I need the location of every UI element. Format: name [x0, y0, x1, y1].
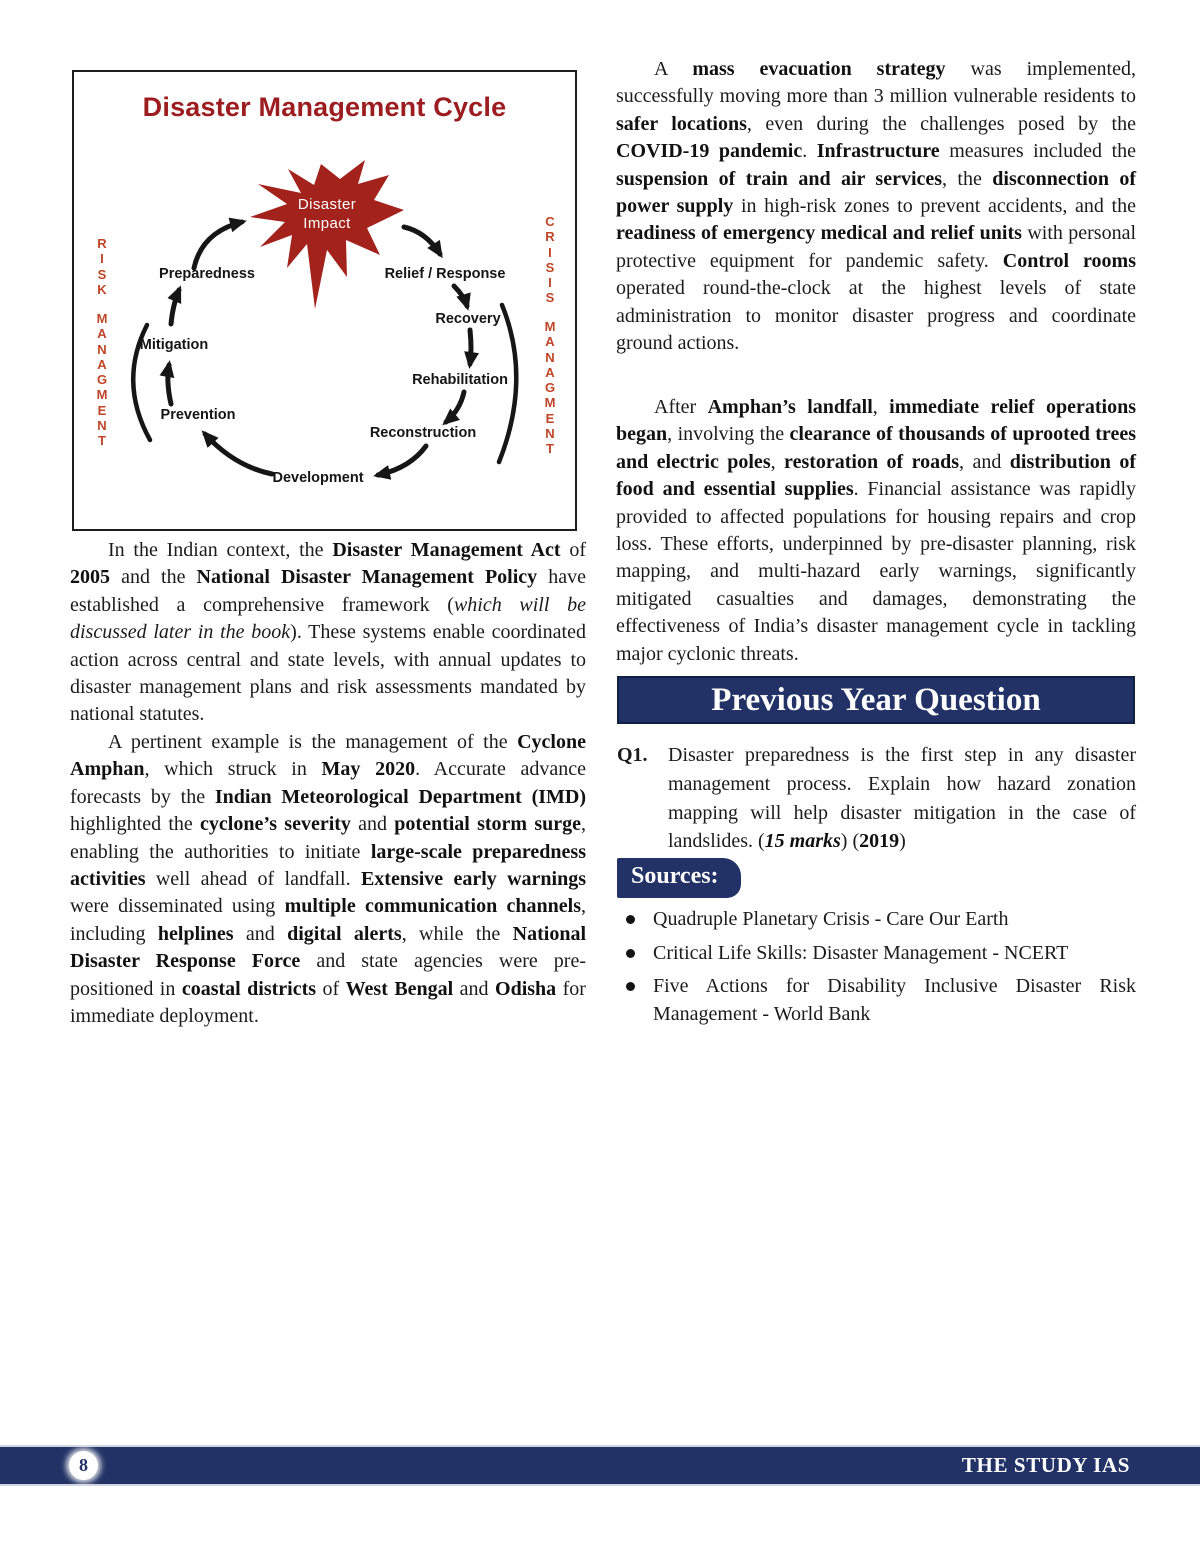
- node-development: Development: [272, 470, 364, 486]
- risk-axis-word: R I S K: [97, 236, 107, 297]
- disaster-impact-label: Disaster Impact: [297, 196, 357, 232]
- previous-year-question-banner: Previous Year Question: [617, 676, 1135, 724]
- sources-list: [617, 906, 1136, 1034]
- paragraph-after-landfall: After Amphan’s landfall, immediate relief operations began, involving the clearance of thousands of uprooted trees and electric poles, restoration of roads, and distribution of food and essential supplies. Financial assistance was rapidly provided to affected populations for housing repairs and crop loss. These efforts, underpinned by pre-disaster planning, risk mapping, and multi-hazard early warnings, significantly mitigated casualties and damages, demonstrating the effectiveness of India’s disaster management cycle in tackling major cyclonic threats.: [616, 396, 1137, 665]
- question-number: Q1.: [617, 744, 648, 766]
- question-block: [617, 741, 1136, 856]
- paragraph-mass-evacuation: A mass evacuation strategy was implemented, successfully moving more than 3 million vulnerable residents to safer locations, even during the challenges posed by the COVID-19 pandemic. Infrastructure measures included the suspension of train and air services, the disconnection of power supply in high-risk zones to prevent accidents, and the readiness of emergency medical and relief units with personal protective equipment for pandemic safety. Control rooms operated round-the-clock at the highest levels of state administration to monitor disaster progress and coordinate ground actions.: [616, 58, 1137, 355]
- brand-text: THE STUDY IAS: [961, 1453, 1130, 1477]
- cycle-arrows-graphic: [74, 72, 579, 533]
- starburst-icon: [250, 160, 404, 309]
- node-mitigation: Mitigation: [139, 337, 209, 353]
- crisis-axis-word: C R I S I S: [545, 214, 555, 306]
- list-item: Five Actions for Disability Inclusive Disaster Risk Management - World Bank: [617, 973, 1136, 1028]
- paragraph-indian-context: In the Indian context, the Disaster Management Act of 2005 and the National Disaster Management Policy have established a comprehensive framework (which will be discussed later in the book). These systems enable coordinated action across central and state levels, with annual updates to disaster management plans and risk assessments mandated by national statutes.: [70, 539, 586, 726]
- crisis-managment-axis-word: M A N A G M E N T: [544, 319, 556, 457]
- risk-managment-axis-word: M A N A G M E N T: [96, 311, 108, 449]
- node-prevention: Prevention: [160, 407, 236, 423]
- page-number: 8: [79, 1455, 88, 1475]
- node-recovery: Recovery: [435, 311, 501, 327]
- node-rehabilitation: Rehabilitation: [412, 372, 508, 388]
- node-preparedness: Preparedness: [159, 266, 255, 282]
- paragraph-cyclone-amphan: A pertinent example is the management of the Cyclone Amphan, which struck in May 2020. Accurate advance forecasts by the Indian Meteorological Department (IMD) highlighted the cyclone’s severity and potential storm surge, enabling the authorities to initiate large-scale preparedness activities well ahead of landfall. Extensive early warnings were disseminated using multiple communication channels, including helplines and digital alerts, while the National Disaster Response Force and state agencies were pre-positioned in coastal districts of West Bengal and Odisha for immediate deployment.: [70, 731, 587, 1028]
- sources-label: Sources:: [617, 858, 741, 898]
- list-item: Quadruple Planetary Crisis - Care Our Earth: [617, 906, 1136, 934]
- node-relief-response: Relief / Response: [384, 266, 506, 282]
- page-number-badge: [69, 1451, 98, 1480]
- question-text: Disaster preparedness is the first step in any disaster management process. Explain how hazard zonation mapping will help disaster mitigation in the case of landslides. (15 marks) (2019): [668, 744, 1136, 853]
- list-item: Critical Life Skills: Disaster Management - NCERT: [617, 940, 1136, 968]
- node-reconstruction: Reconstruction: [369, 425, 477, 441]
- diagram-title: Disaster Management Cycle: [142, 92, 507, 122]
- disaster-management-cycle-diagram: [72, 70, 577, 531]
